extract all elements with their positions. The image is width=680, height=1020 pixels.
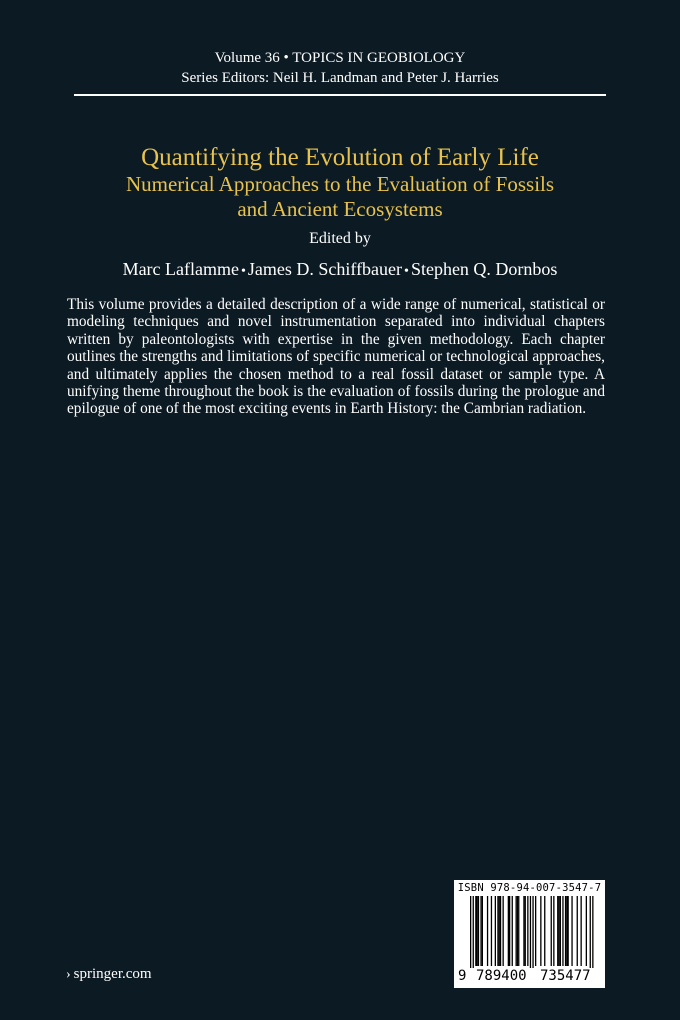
barcode-bar — [512, 896, 513, 966]
barcode-bar — [525, 896, 526, 966]
isbn-barcode — [454, 880, 605, 988]
barcode-bar — [487, 896, 488, 966]
editor-separator: • — [241, 264, 246, 279]
barcode-bar — [470, 896, 471, 968]
header-divider — [74, 94, 606, 96]
barcode-bar — [566, 896, 567, 966]
series-volume-line: Volume 36 • TOPICS IN GEOBIOLOGY — [214, 50, 466, 66]
barcode-bar — [491, 896, 492, 966]
barcode-lead-digit: 9 — [458, 968, 467, 984]
barcode-bar — [568, 896, 569, 966]
barcode-bar — [480, 896, 481, 966]
publisher-link[interactable] — [66, 966, 152, 983]
edited-by-label: Edited by — [309, 230, 371, 247]
barcode-bar — [544, 896, 545, 966]
isbn-text: ISBN 978-94-007-3547-7 — [457, 882, 602, 894]
barcode-bar — [508, 896, 509, 966]
barcode-bar — [497, 896, 498, 966]
editor-name: Stephen Q. Dornbos — [410, 259, 558, 279]
barcode-bar — [518, 896, 519, 966]
barcode-left-digits: 789400 — [476, 968, 527, 984]
editor-name: Marc Laflamme — [122, 259, 239, 279]
publisher-url: springer.com — [73, 966, 152, 982]
barcode-bar — [477, 896, 478, 966]
barcode-bar — [558, 896, 559, 966]
barcode-bar — [482, 896, 483, 966]
barcode-bar — [535, 896, 536, 966]
barcode-bar — [523, 896, 524, 966]
barcode-bar — [551, 896, 552, 966]
barcode-bar — [571, 896, 572, 966]
barcode-bar — [495, 896, 496, 966]
barcode-bar — [560, 896, 561, 966]
series-editors-line: Series Editors: Neil H. Landman and Peter J. Harries — [181, 70, 499, 86]
editor-separator: • — [404, 264, 409, 279]
barcode-bar — [577, 896, 578, 966]
barcode-bar — [557, 896, 558, 966]
barcode-bar — [532, 896, 533, 968]
book-subtitle-line-1: Numerical Approaches to the Evaluation of Fossils — [125, 172, 555, 196]
title-block — [0, 144, 680, 222]
barcode-bar — [503, 896, 504, 966]
book-subtitle-line-2: and Ancient Ecosystems — [237, 197, 443, 221]
barcode-bar — [590, 896, 591, 968]
barcode-bar — [586, 896, 587, 966]
series-header — [0, 48, 680, 88]
barcode-bar — [517, 896, 518, 966]
barcode-bar — [499, 896, 500, 966]
barcode-bar — [553, 896, 554, 966]
barcode-bar — [540, 896, 541, 966]
barcode-bar — [592, 896, 593, 968]
barcode-bar — [500, 896, 501, 966]
book-title: Quantifying the Evolution of Early Life — [141, 144, 539, 171]
barcode-bar — [565, 896, 566, 966]
chevron-right-icon: › — [66, 967, 71, 982]
editor-name: James D. Schiffbauer — [247, 259, 403, 279]
book-description: This volume provides a detailed description of a wide range of numerical, statistical or modeling techniques and novel instrumentation separated into individual chapters written by paleontologists with expertise in the given methodology. Each chapter outlines the strengths and limitations of specific numerical or technological approaches, and ultimately applies the chosen method to a real fossil dataset or sample type. A unifying theme throughout the book is the evaluation of fossils during the prologue and epilogue of one of the most exciting events in Earth History: the Cambrian radiation. — [67, 296, 605, 418]
barcode-right-digits: 735477 — [540, 968, 591, 984]
barcode-bars — [454, 896, 605, 968]
barcode-bar — [562, 896, 563, 966]
barcode-bar — [509, 896, 510, 966]
barcode-bar — [527, 896, 528, 966]
editors-line — [0, 259, 680, 280]
barcode-bar — [516, 896, 517, 966]
barcode-bar — [478, 896, 479, 966]
barcode-bar — [530, 896, 531, 968]
barcode-bar — [473, 896, 474, 968]
barcode-bar — [475, 896, 476, 966]
barcode-bar — [581, 896, 582, 966]
